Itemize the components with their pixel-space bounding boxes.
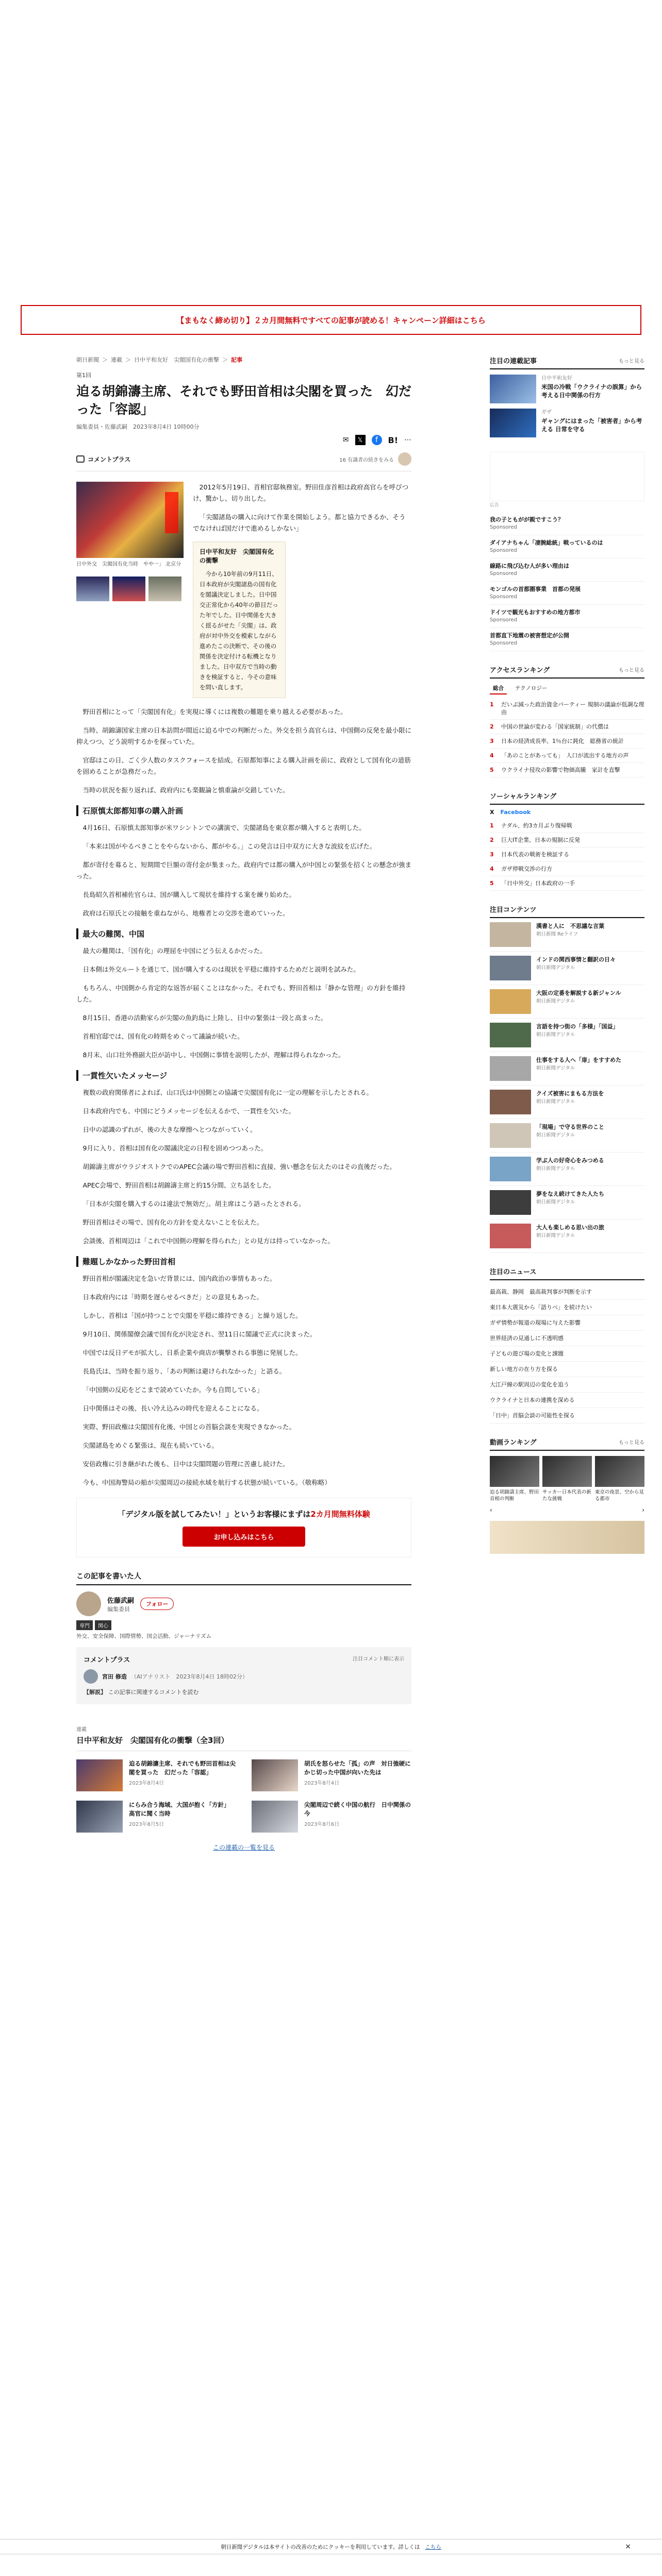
- body-paragraph: 4月16日、石原慎太郎知事が米ワシントンでの講演で、尖閣諸島を東京都が購入すると表明した。: [82, 824, 366, 832]
- x-tab[interactable]: X: [490, 809, 494, 816]
- list-item[interactable]: [490, 582, 644, 605]
- body-paragraph: しかし、首相は「国が持つことで尖閣を平穏に維持できる」と繰り返した。: [82, 1312, 302, 1319]
- ranking-item-title: 「あのことがあっても」 人口が流出する地方の声: [501, 752, 629, 759]
- video-more-link[interactable]: もっと見る: [619, 1440, 644, 1446]
- badge: 関心: [95, 1620, 111, 1630]
- list-item-sub: Sponsored: [490, 594, 517, 600]
- ranking-item-title: 「日中外交」日本政府の一手: [501, 880, 575, 887]
- content-thumbnail: [490, 1056, 531, 1081]
- content-thumbnail: [490, 1157, 531, 1181]
- list-item[interactable]: [490, 628, 644, 651]
- series-info-box[interactable]: [193, 541, 286, 698]
- body-paragraph: 安倍政権に引き継がれた後も、日中は尖閣問題の管理に苦慮し続けた。: [82, 1460, 289, 1468]
- content-source: 朝日新聞デジタル: [536, 965, 575, 971]
- subscription-promo: [76, 1498, 411, 1557]
- tab-overall[interactable]: 総合: [490, 683, 507, 694]
- series-thumbnail: [76, 1801, 123, 1833]
- content-thumbnail: [490, 1224, 531, 1248]
- ranking-tabs: [490, 683, 644, 694]
- section-heading: 石原慎太郎都知事の購入計画: [76, 805, 411, 816]
- list-item-title: モンゴルの首都圏事業 首都の発展: [490, 586, 581, 592]
- access-ranking-list: [490, 698, 644, 777]
- body-paragraph: 野田首相はその場で、国有化の方針を変えないことを伝えた。: [82, 1218, 263, 1226]
- latest-news-title: 注目のニュース: [490, 1268, 537, 1276]
- list-item-title: 首都直下地震の被害想定が公開: [490, 632, 569, 639]
- section-heading: 一貫性欠いたメッセージ: [76, 1070, 411, 1081]
- list-item[interactable]: ウクライナと日本の連携を深める: [490, 1393, 644, 1408]
- ranking-item[interactable]: 4 「あのことがあっても」 人口が流出する地方の声: [490, 749, 644, 763]
- comment-body[interactable]: この記事に関連するコメントを読む: [108, 1689, 199, 1696]
- content-thumbnail: [490, 1123, 531, 1148]
- close-icon[interactable]: ×: [625, 2543, 631, 2551]
- list-item[interactable]: [490, 512, 644, 535]
- video-title: サッカー日本代表の新たな挑戦: [542, 1489, 591, 1502]
- comment-text: [84, 1688, 404, 1697]
- series-thumbnail: [252, 1801, 298, 1833]
- body-paragraph: 日中の認識のずれが、後の大きな摩擦へとつながっていく。: [82, 1126, 257, 1133]
- ranking-item-title: ナダル、約3カ月ぶり復帰戦: [501, 822, 572, 829]
- body-paragraph: 「中国側の反応をどこまで読めていたか。今も自問している」: [82, 1386, 263, 1394]
- list-item[interactable]: 大江戸線の駅周辺の変化を追う: [490, 1377, 644, 1393]
- ranking-item[interactable]: 4 ガザ停戦交渉の行方: [490, 862, 644, 876]
- series-item[interactable]: [252, 1801, 411, 1833]
- hatena-bookmark-icon[interactable]: B!: [388, 435, 398, 445]
- serial-box-row: [193, 541, 411, 698]
- avatar: [84, 1669, 98, 1684]
- content-item[interactable]: [490, 1119, 644, 1153]
- content-item[interactable]: [490, 918, 644, 952]
- video-thumbnail: [595, 1456, 644, 1487]
- series-list-title[interactable]: 日中平和友好 尖閣国有化の衝撃（全3回）: [76, 1735, 411, 1751]
- featured-content-list: [490, 918, 644, 1253]
- series-list-label: 連載: [76, 1727, 87, 1733]
- featured-more-link[interactable]: もっと見る: [619, 359, 644, 364]
- breadcrumb-item[interactable]: 日中平和友好 尖閣国有化の衝撃: [134, 357, 219, 363]
- content-item[interactable]: [490, 952, 644, 985]
- featured-content-title: 注目コンテンツ: [490, 906, 537, 914]
- facebook-tab[interactable]: Facebook: [500, 809, 531, 816]
- main-column: [76, 355, 411, 1852]
- page-title: 迫る胡錦濤主席、それでも野田首相は尖閣を買った 幻だった「容認」: [76, 384, 412, 417]
- video-title: 東京の夜景、空から見る都市: [595, 1489, 644, 1502]
- series-label: 第1回: [76, 372, 91, 379]
- featured-tag: 日中平和友好: [541, 376, 572, 381]
- body-paragraph: 会談後、首相周辺は「これで中国側の理解を得られた」との見方は持っていなかった。: [82, 1237, 335, 1245]
- series-info-text: 今から10年前の9月11日、日本政府が尖閣諸島の国有化を閣議決定しました。日中国交正常化から40年の節目だった年でした。日中関係を大きく揺るがせた「尖閣」は、政府が対中外交を模索しながら進めたこの決断で、その後の関係を決定付ける転機となりました。日中双方で当時の動きを検証すると、今その意味を問い直します。: [200, 570, 278, 691]
- photo-thumbnails: [76, 577, 184, 601]
- body-paragraph: 日中関係はその後、長い冷え込みの時代を迎えることになる。: [82, 1404, 263, 1412]
- sidebar: [490, 355, 644, 1554]
- video-carousel-controls: [490, 1506, 644, 1514]
- section-heading: 難題しかなかった野田首相: [76, 1256, 411, 1267]
- avatar: [398, 452, 411, 466]
- body-paragraph: 当時、胡錦濤国家主席の日本訪問が間近に迫る中での判断だった。外交を担う高官らは、中国側の反発を最小限に抑えつつ、どう説明するかを探っていた。: [76, 726, 412, 745]
- lead-text: [193, 482, 411, 698]
- content-source: 朝日新聞デジタル: [536, 1032, 575, 1038]
- body-paragraph: 日本側は外交ルートを通じて、国が購入するのは現状を平穏に維持するためだと説明を試みた。: [82, 965, 360, 973]
- list-item-sub: Sponsored: [490, 571, 517, 577]
- series-thumbnail: [76, 1759, 123, 1791]
- content-item[interactable]: [490, 1186, 644, 1219]
- comment-plus-title: コメントプラス: [84, 1656, 130, 1664]
- featured-tag: ガザ: [541, 410, 552, 415]
- content-item[interactable]: [490, 1086, 644, 1119]
- article-photo[interactable]: [76, 482, 184, 558]
- series-item-title: 尖閣周辺で続く中国の航行 日中関係の今: [304, 1801, 411, 1817]
- content-item[interactable]: [490, 1019, 644, 1052]
- campaign-banner[interactable]: 【まもなく締め切り】２カ月間無料ですべての記事が読める！キャンペーン詳細はこちら: [21, 305, 641, 335]
- body-paragraph: 最大の難関は、「国有化」の理屈を中国にどう伝えるかだった。: [82, 947, 267, 955]
- list-item-title: 我の子ともがが親ですこう？: [490, 516, 564, 523]
- body-paragraph: もちろん、中国側から肯定的な返答が届くことはなかった。それでも、野田首相は「静かな管理」の方針を維持した。: [76, 984, 406, 1003]
- author-role: 編集委員: [107, 1605, 130, 1613]
- share-toolbar: [76, 435, 411, 445]
- comment-plus-label: コメントプラス: [88, 455, 131, 463]
- promo-text-highlight: 2カ月間無料体験: [310, 1510, 370, 1519]
- series-item-date: 2023年8月5日: [129, 1822, 164, 1827]
- content-item[interactable]: [490, 1153, 644, 1186]
- recommend-list: [490, 512, 644, 651]
- commenters-note[interactable]: [339, 452, 411, 466]
- comment-plus-section: [76, 1647, 411, 1704]
- series-more-link[interactable]: この連載の一覧を見る: [212, 1844, 275, 1851]
- featured-content-header: [490, 904, 644, 918]
- content-source: 朝日新聞デジタル: [536, 1065, 575, 1071]
- series-item-date: 2023年8月4日: [304, 1781, 340, 1786]
- featured-title: 注目の連載記事: [490, 358, 537, 365]
- lead-section: [76, 482, 411, 698]
- ad-slot[interactable]: [490, 452, 644, 501]
- ranking-item[interactable]: 5 「日中外交」日本政府の一手: [490, 876, 644, 891]
- tab-technology[interactable]: テクノロジー: [515, 685, 548, 691]
- list-item[interactable]: 最高裁、静岡 最高裁判事が判断を示す: [490, 1284, 644, 1300]
- ranking-item-title: 日本代表の戦術を検証する: [501, 851, 569, 858]
- video-row: [490, 1456, 644, 1502]
- body-paragraph: 首相官邸では、国有化の時期をめぐって議論が続いた。: [82, 1032, 244, 1040]
- list-item-sub: Sponsored: [490, 640, 517, 646]
- content-source: 朝日新聞デジタル: [536, 1132, 575, 1138]
- section-heading: 最大の難関、中国: [76, 928, 411, 939]
- author-heading: この記事を書いた人: [76, 1571, 411, 1585]
- body-paragraph: 官邸はこの日、ごく少人数のタスクフォースを結成。石原都知事による購入計画を前に、政府として国有化の道筋を固めることが急務だった。: [76, 756, 411, 775]
- ranking-item-title: だいぶ減った政治資金パーティー 規制の議論が低調な理由: [501, 701, 644, 716]
- list-item-title: ダイアナちゃん「凄腕総統」戦っているのは: [490, 539, 603, 546]
- content-item[interactable]: [490, 1052, 644, 1086]
- content-thumbnail: [490, 1190, 531, 1215]
- body-paragraph: 野田首相が閣議決定を急いだ背景には、国内政治の事情もあった。: [82, 1275, 276, 1282]
- ranking-item[interactable]: 1 だいぶ減った政治資金パーティー 規制の議論が低調な理由: [490, 698, 644, 720]
- video-item[interactable]: [490, 1456, 539, 1502]
- latest-news-list: [490, 1284, 644, 1423]
- body-paragraph: 中国では反日デモが拡大し、日系企業や商店が襲撃される事態に発展した。: [82, 1349, 302, 1357]
- list-item-sub: Sponsored: [490, 548, 517, 553]
- series-grid: [76, 1759, 411, 1833]
- content-source: 朝日新聞デジタル: [536, 1166, 575, 1172]
- badge: 専門: [76, 1620, 93, 1630]
- content-title: 言語を持つ街の「多様」「国益」: [536, 1023, 619, 1030]
- content-source: 朝日新聞デジタル: [536, 998, 575, 1004]
- latest-news-header: [490, 1266, 644, 1280]
- ranking-item-title: 中国の世論が変わる「国家統制」の代償は: [501, 723, 609, 730]
- body-paragraph: 「日本が尖閣を購入するのは違法で無効だ」。胡主席はこう語ったとされる。: [82, 1200, 305, 1208]
- list-item[interactable]: 東日本大震災から「語りべ」を続けたい: [490, 1300, 644, 1315]
- photo-column: [76, 482, 184, 698]
- thumbnail[interactable]: [148, 577, 181, 601]
- video-thumbnail: [490, 1456, 539, 1487]
- promo-text-main: 「デジタル版を試してみたい！」というお客様にまずは: [118, 1510, 311, 1519]
- featured-thumbnail: [490, 409, 536, 437]
- body-paragraph: 「本来は国がやるべきことをやらないから、都がやる。」この発言は日中双方に大きな波紋を広げた。: [82, 842, 376, 850]
- series-item-title: にらみ合う海域、大国が抱く「方針」 高官に聞く当時: [129, 1801, 233, 1817]
- social-ranking-list: [490, 819, 644, 891]
- featured-item[interactable]: [490, 409, 644, 437]
- cookie-link[interactable]: こちら: [425, 2544, 441, 2550]
- commenter-meta: （AIアナリスト 2023年8月4日 18時02分）: [130, 1673, 248, 1680]
- ranking-item[interactable]: 3 日本の経済成長率、1％台に鈍化 総務省の統計: [490, 734, 644, 749]
- ranking-item-title: ウクライナ侵攻の影響で物価高騰 家計を直撃: [501, 767, 620, 773]
- series-list: [76, 1725, 411, 1852]
- content-thumbnail: [490, 989, 531, 1014]
- body-paragraph: 複数の政府関係者によれば、山口氏は中国側との協議で尖閣国有化に一定の理解を示したとされる。: [82, 1089, 373, 1096]
- body-paragraph: 9月10日、関係閣僚会議で国有化が決定され、翌11日に閣議で正式に決まった。: [82, 1330, 317, 1338]
- ranking-item[interactable]: 5 ウクライナ侵攻の影響で物価高騰 家計を直撃: [490, 763, 644, 777]
- article-body: [76, 706, 411, 1488]
- series-item[interactable]: [76, 1759, 236, 1791]
- list-item[interactable]: ガザ情勢が報道の現場に与えた影響: [490, 1315, 644, 1331]
- body-paragraph: 日本政府内には「時期を遅らせるべきだ」との意見もあった。: [82, 1293, 263, 1301]
- content-title: 大人も楽しめる思い出の旅: [536, 1224, 604, 1231]
- list-item[interactable]: 世界経済の見通しに不透明感: [490, 1331, 644, 1346]
- content-title: 「現場」で守る世界のこと: [536, 1124, 604, 1130]
- avatar[interactable]: [76, 1591, 101, 1616]
- follow-button[interactable]: フォロー: [140, 1598, 174, 1610]
- breadcrumb-item[interactable]: 朝日新聞: [76, 357, 99, 363]
- body-paragraph: 今も、中国海警局の船が尖閣周辺の接続水域を航行する状態が続いている。（敬称略）: [82, 1479, 331, 1486]
- side-banner[interactable]: [490, 1521, 644, 1554]
- content-title: 仕事をする人へ「扉」をすすめた: [536, 1057, 622, 1063]
- body-paragraph: 長島氏は、当時を振り返り、「あの判断は避けられなかった」と語る。: [82, 1367, 286, 1375]
- content-thumbnail: [490, 922, 531, 947]
- body-paragraph: 8月末、山口壮外務副大臣が訪中し、中国側に事情を説明したが、理解は得られなかった。: [82, 1051, 345, 1059]
- video-item[interactable]: [542, 1456, 592, 1502]
- breadcrumb-item[interactable]: 連載: [111, 357, 122, 363]
- commenter-name: 宮田 修造: [102, 1673, 127, 1680]
- list-item[interactable]: 「日中」首脳会談の可能性を探る: [490, 1408, 644, 1423]
- body-paragraph: 尖閣諸島をめぐる緊張は、現在も続いている。: [82, 1442, 219, 1449]
- social-ranking-header: [490, 791, 644, 805]
- access-ranking-more[interactable]: もっと見る: [619, 668, 644, 673]
- author-badges: [76, 1620, 411, 1630]
- content-title: 大阪の定番を解説する新ジャンル: [536, 990, 621, 996]
- series-item[interactable]: [252, 1759, 411, 1791]
- content-title: クイズ被害にまもる方法を: [536, 1090, 604, 1097]
- body-paragraph: 8月15日、香港の活動家らが尖閣の魚釣島に上陸し、日中の緊張は一段と高まった。: [82, 1014, 327, 1022]
- thumbnail[interactable]: [76, 577, 109, 601]
- author-tags: 外交、安全保障、国際情勢、国会活動、ジャーナリズム: [76, 1633, 212, 1639]
- featured-header: [490, 355, 644, 369]
- content-source: 朝日新聞デジタル: [536, 1099, 575, 1105]
- photo-caption: 日中外交 尖閣国有化当時 やや一」 北京分: [76, 562, 181, 567]
- content-title: インドの関西事情と翻訳の日々: [536, 956, 616, 963]
- ranking-item-title: 日本の経済成長率、1％台に鈍化 総務省の統計: [501, 738, 624, 744]
- list-item[interactable]: [490, 605, 644, 628]
- list-item[interactable]: 子どもの遊び場の変化と課題: [490, 1346, 644, 1362]
- video-ranking-header: [490, 1437, 644, 1451]
- promo-text: [87, 1509, 401, 1519]
- content-source: 朝日新聞 Reライフ: [536, 931, 578, 937]
- series-info-title: 日中平和友好 尖閣国有化の衝撃: [200, 548, 274, 564]
- cookie-text: 朝日新聞デジタルは本サイトの改善のためにクッキーを利用しています。詳しくは: [221, 2544, 420, 2550]
- facebook-share-icon[interactable]: f: [372, 435, 382, 445]
- comment-plus-button[interactable]: [76, 455, 130, 464]
- body-paragraph: 胡錦濤主席がウラジオストクでのAPEC会議の場で野田首相に直接、強い懸念を伝えたのはその直後だった。: [82, 1163, 396, 1171]
- comment-bar: [76, 452, 411, 471]
- body-paragraph: 当時の状況を振り返れば、政府内にも楽観論と慎重論が交錯していた。: [82, 786, 289, 794]
- list-item[interactable]: 新しい地方の在り方を探る: [490, 1362, 644, 1377]
- content-title: 漢書と人に 不思議な言葉: [536, 923, 604, 929]
- chevron-left-icon[interactable]: ‹: [490, 1506, 492, 1514]
- ad-label: 広告: [490, 503, 500, 508]
- series-item-title: 胡氏を怒らせた「孤」の声 対日強硬にかじ切った中国が向いた先は: [304, 1760, 411, 1776]
- body-paragraph: 野田首相にとって「尖閣国有化」を実現に導くには複数の難題を乗り越える必要があった。: [82, 708, 347, 716]
- thumbnail[interactable]: [112, 577, 145, 601]
- access-ranking-header: [490, 665, 644, 679]
- body-paragraph: APEC会場で、野田首相は胡錦濤主席と約15分間、立ち話をした。: [82, 1181, 275, 1189]
- ranking-item[interactable]: 1 ナダル、約3カ月ぶり復帰戦: [490, 819, 644, 833]
- body-paragraph: 長島昭久首相補佐官らは、国が購入して現状を維持する案を練り始めた。: [82, 891, 296, 899]
- content-item[interactable]: [490, 985, 644, 1019]
- content-thumbnail: [490, 956, 531, 980]
- video-title: 迫る胡錦濤主席、野田首相の判断: [490, 1489, 539, 1502]
- body-paragraph: 実際、野田政権は尖閣国有化後、中国との首脳会談を実現できなかった。: [82, 1423, 296, 1431]
- series-item-title: 迫る胡錦濤主席、それでも野田首相は尖閣を買った 幻だった「容認」: [129, 1760, 236, 1776]
- list-item-title: ドイツで観光もおすすめの地方都市: [490, 609, 581, 616]
- breadcrumb: 朝日新聞 ＞ 連載 ＞ 日中平和友好 尖閣国有化の衝撃 ＞ 記事: [76, 357, 242, 363]
- ranking-item-title: ガザ停戦交渉の行方: [501, 866, 552, 872]
- body-paragraph: 9月に入り、首相は国有化の閣議決定の日程を固めつつあった。: [82, 1144, 268, 1152]
- series-item[interactable]: [76, 1801, 236, 1833]
- list-item-sub: Sponsored: [490, 524, 517, 530]
- comment-label: 【解説】: [84, 1689, 106, 1696]
- breadcrumb-item: 記事: [231, 357, 242, 363]
- comment-plus-header: [84, 1654, 404, 1664]
- body-paragraph: 日本政府内でも、中国にどうメッセージを伝えるかで、一貫性を欠いた。: [82, 1107, 295, 1115]
- x-share-icon[interactable]: 𝕏: [355, 435, 366, 445]
- social-ranking-title: ソーシャルランキング: [490, 793, 557, 801]
- body-paragraph: 都が寄付を募ると、短期間で巨額の寄付金が集まった。政府内では都の購入が中国との緊張を招くとの懸念が強まった。: [76, 861, 412, 880]
- content-title: 学ぶ人の好奇心をみつめる: [536, 1157, 604, 1164]
- cookie-notice: [0, 2539, 662, 2554]
- article-meta: 編集委員・佐藤武嗣 2023年8月4日 10時00分: [76, 423, 200, 430]
- lead-paragraph: 2012年5月19日、首相官邸執務室。野田佳彦首相は政府高官らを呼びつけ、驚かし、切り出した。: [193, 483, 409, 502]
- mail-icon[interactable]: ✉: [342, 436, 349, 444]
- social-tabs: [490, 809, 644, 816]
- content-title: 夢をなえ続けてきた人たち: [536, 1191, 604, 1197]
- content-thumbnail: [490, 1090, 531, 1114]
- commenter[interactable]: [84, 1669, 404, 1684]
- subscribe-button[interactable]: お申し込みはこちら: [183, 1527, 305, 1547]
- ranking-item-title: 巨大IT企業、日本の規制に反発: [501, 837, 580, 843]
- video-item[interactable]: [595, 1456, 644, 1502]
- list-item-title: 線路に飛び込む人が多い理由は: [490, 563, 569, 569]
- more-icon[interactable]: ⋯: [404, 436, 411, 444]
- list-item-sub: Sponsored: [490, 617, 517, 623]
- ranking-item[interactable]: 2 中国の世論が変わる「国家統制」の代償は: [490, 720, 644, 734]
- lead-paragraph: 「尖閣諸島の購入に向けて作業を開始しよう。都と協力できるか、そうでなければ国だけで進めるしかない」: [193, 513, 406, 532]
- chevron-right-icon[interactable]: ›: [642, 1506, 644, 1514]
- access-ranking-title: アクセスランキング: [490, 667, 550, 674]
- featured-item[interactable]: [490, 375, 644, 403]
- content-item[interactable]: [490, 1219, 644, 1253]
- featured-thumbnail: [490, 375, 536, 403]
- comment-plus-sort[interactable]: 注目コメント順に表示: [353, 1656, 404, 1662]
- series-thumbnail: [252, 1759, 298, 1791]
- ranking-item[interactable]: 2 巨大IT企業、日本の規制に反発: [490, 833, 644, 848]
- content-thumbnail: [490, 1023, 531, 1047]
- list-item[interactable]: [490, 558, 644, 582]
- content-source: 朝日新聞デジタル: [536, 1233, 575, 1239]
- content-source: 朝日新聞デジタル: [536, 1199, 575, 1205]
- featured-item-title: 米国の冷戦「ウクライナの誤算」から考える日中関係の行方: [541, 383, 642, 399]
- video-ranking-title: 動画ランキング: [490, 1439, 537, 1447]
- commenters-note-text: 16 有識者の続きをみる: [339, 457, 394, 463]
- video-thumbnail: [542, 1456, 592, 1487]
- list-item[interactable]: [490, 535, 644, 558]
- series-item-date: 2023年8月6日: [304, 1822, 340, 1827]
- top-ad-space: [0, 0, 662, 289]
- featured-item-title: ギャングにはまった「被害者」から考える 日常を守る: [541, 417, 642, 433]
- series-item-date: 2023年8月4日: [129, 1781, 164, 1786]
- author-name[interactable]: 佐藤武嗣: [107, 1597, 135, 1605]
- body-paragraph: 政府は石原氏との接触を重ねながら、地権者との交渉を進めていった。: [82, 909, 289, 917]
- ranking-item[interactable]: 3 日本代表の戦術を検証する: [490, 848, 644, 862]
- author-card: [76, 1591, 411, 1616]
- comment-icon: [76, 455, 85, 463]
